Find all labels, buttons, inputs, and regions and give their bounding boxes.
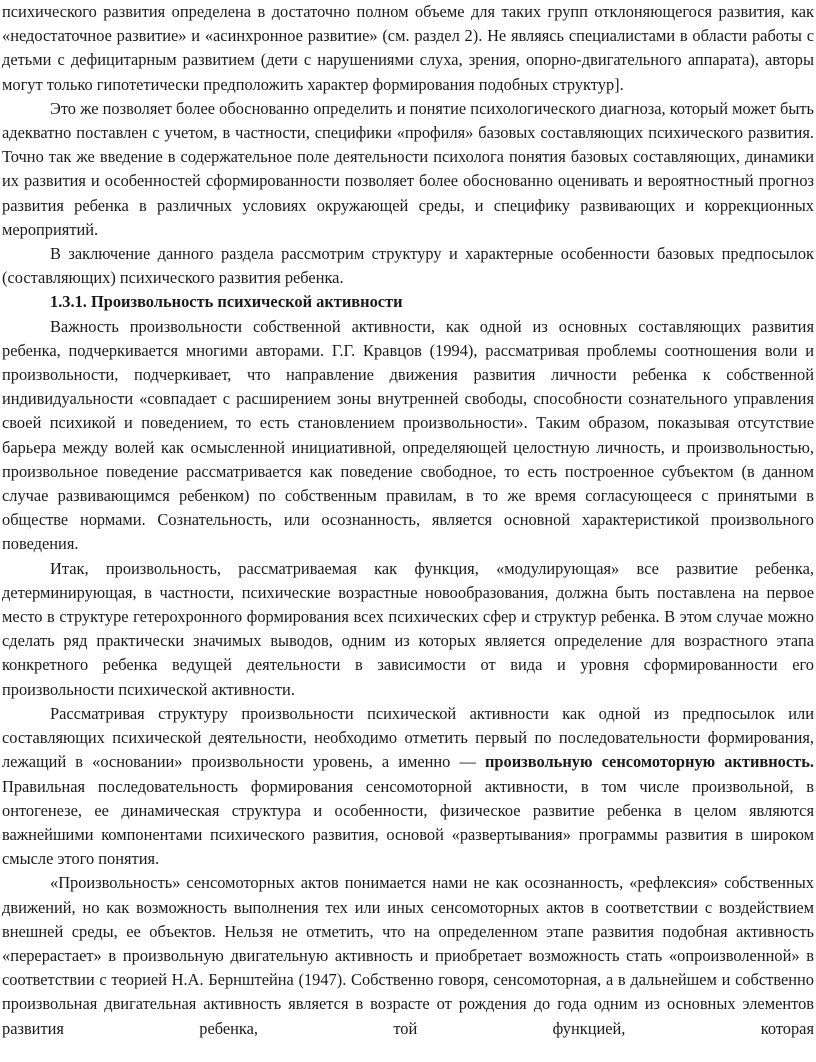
structure-text-start: Рассматривая структуру произвольности психической активности как одной из предпосылок или составляющих психической деятельности, необходимо отметить первый по последовательности формирования, лежащий в «основании» произвольности уровень, а именно — [2,703,814,772]
structure-bold-term: произвольную сенсомоторную активность. [484,752,814,772]
paragraph-function: Итак, произвольность, рассматриваемая как функция, «модулирующая» все развитие ребенка, детерминирующая, в частности, психические возрастные новообразования, должна быть поставлена на первое место в структуре гетерохронного формирования всех психических сфер и структур ребенка. В этом случае можно сделать ряд практически значимых выводов, одним из которых является определение для возрастного этапа конкретного ребенка ведущей деятельности в зависимости от вида и уровня сформированности его произвольности психической активности. [2,558,814,699]
section-heading: 1.3.1. Произвольность психической активности [50,292,403,312]
paragraph-structure [2,702,814,871]
paragraph-diagnosis: Это же позволяет более обоснованно определить и понятие психологического диагноза, который может быть адекватно поставлен с учетом, в частности, специфики «профиля» базовых составляющих психического развития. Точно так же введение в содержательное поле деятельности психолога понятия базовых составляющих, динамики их развития и особенностей сформированности позволяет более обоснованно оценивать и вероятностный прогноз развития ребенка в различных условиях окружающей среды, и специфику развивающих и коррекционных мероприятий. [2,98,814,239]
document-page [2,0,814,1041]
paragraph-conclusion: В заключение данного раздела рассмотрим структуру и характерные особенности базовых предпосылок (составляющих) психического развития ребенка. [2,244,814,288]
paragraph-continuation: психического развития определена в достаточно полном объеме для таких групп отклоняющегося развития, как «недостаточное развитие» и «асинхронное развитие» (см. раздел 2). Не являясь специалистами в области работы с детьми с дефицитарным развитием (дети с нарушениями слуха, зрения, опорно-двигательного аппарата), авторы могут только гипотетически предположить характер формирования подобных структур]. [2,2,814,94]
paragraph-importance: Важность произвольности собственной активности, как одной из основных составляющих развития ребенка, подчеркивается многими авторами. Г.Г. Кравцов (1994), рассматривая проблемы соотношения воли и произвольности, подчеркивает, что направление движения развития личности ребенка к собственной индивидуальности «совпадает с расширением зоны внутренней свободы, способности сознательного управления своей психикой и поведением, то есть становлением произвольности». Таким образом, показывая отсутствие барьера между волей как осмысленной инициативной, определяющей целостную личность, и произвольностью, произвольное поведение рассматривается как поведение свободное, то есть построенное субъектом (в данном случае развивающимся ребенком) по собственным правилам, в то же время согласующееся с принятыми в обществе нормами. Сознательность, или осознанность, является основной характеристикой произвольного поведения. [2,316,814,554]
paragraph-sensorimotor: «Произвольность» сенсомоторных актов понимается нами не как осознанность, «рефлексия» собственных движений, но как возможность выполнения тех или иных сенсомоторных актов в соответствии с воздействием внешней среды, ее объектов. Нельзя не отметить, что на определенном этапе развития подобная активность «перерастает» в произвольную двигательную активность и приобретает возможность стать «опроизволенной» в соответствии с теорией Н.А. Бернштейна (1947). Собственно говоря, сенсомоторная, а в дальнейшем и собственно произвольная двигательная активность является в возрасте от рождения до года одним из основных элементов развития ребенка, той функцией, которая [2,873,814,1038]
structure-text-end: Правильная последовательность формирования сенсомоторной активности, в том числе произвольной, в онтогенезе, ее динамическая структура и особенности, физическое развитие ребенка в целом являются важнейшими компонентами психического развития, основой «развертывания» программы развития в широком смысле этого понятия. [2,776,814,869]
